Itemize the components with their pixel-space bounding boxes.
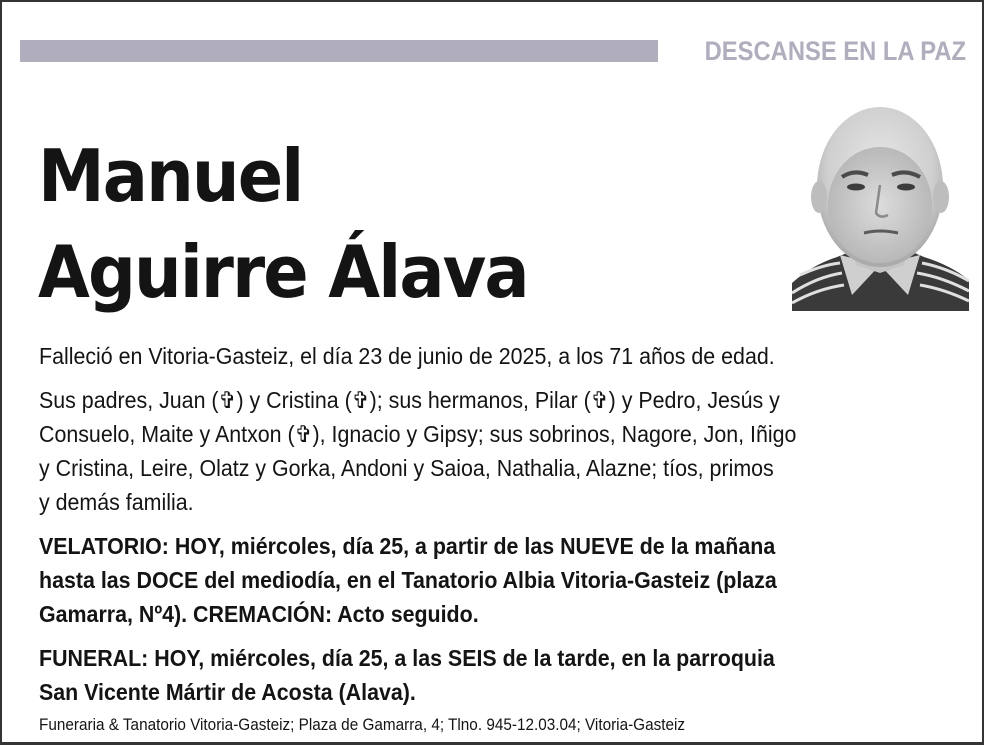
portrait-image	[792, 105, 969, 311]
velatorio-line: hasta las DOCE del mediodía, en el Tanatorio Albia Vitoria-Gasteiz (plaza	[39, 567, 777, 593]
family-line: Consuelo, Maite y Antxon (✞), Ignacio y Gipsy; sus sobrinos, Nagore, Jon, Iñigo	[39, 421, 797, 447]
velatorio-info	[39, 529, 904, 631]
header-bar	[20, 40, 658, 62]
section-title: DESCANSE EN LA PAZ	[704, 36, 966, 66]
family-line: y Cristina, Leire, Olatz y Gorka, Andoni y Saioa, Nathalia, Alazne; tíos, primos	[39, 455, 774, 481]
family-line: y demás familia.	[39, 489, 194, 515]
velatorio-line: VELATORIO: HOY, miércoles, día 25, a partir de las NUEVE de la mañana	[39, 533, 776, 559]
section-header	[20, 38, 966, 66]
family-list	[39, 383, 904, 519]
funeral-info	[39, 641, 904, 709]
velatorio-line: Gamarra, Nº4). CREMACIÓN: Acto seguido.	[39, 601, 479, 627]
deceased-name	[38, 128, 528, 320]
funeral-home-info: Funeraria & Tanatorio Vitoria-Gasteiz; Plaza de Gamarra, 4; Tlno. 945-12.03.04; Vitoria-Gasteiz	[39, 715, 686, 734]
funeral-line: San Vicente Mártir de Acosta (Alava).	[39, 679, 416, 705]
obituary-body	[39, 339, 969, 709]
deceased-photo	[792, 105, 969, 311]
deceased-first-name: Manuel	[38, 134, 303, 218]
funeral-line: FUNERAL: HOY, miércoles, día 25, a las SEIS de la tarde, en la parroquia	[39, 645, 775, 671]
family-line: Sus padres, Juan (✞) y Cristina (✞); sus hermanos, Pilar (✞) y Pedro, Jesús y	[39, 387, 780, 413]
deceased-surnames: Aguirre Álava	[38, 230, 528, 314]
death-notice: Falleció en Vitoria-Gasteiz, el día 23 de junio de 2025, a los 71 años de edad.	[39, 343, 775, 369]
